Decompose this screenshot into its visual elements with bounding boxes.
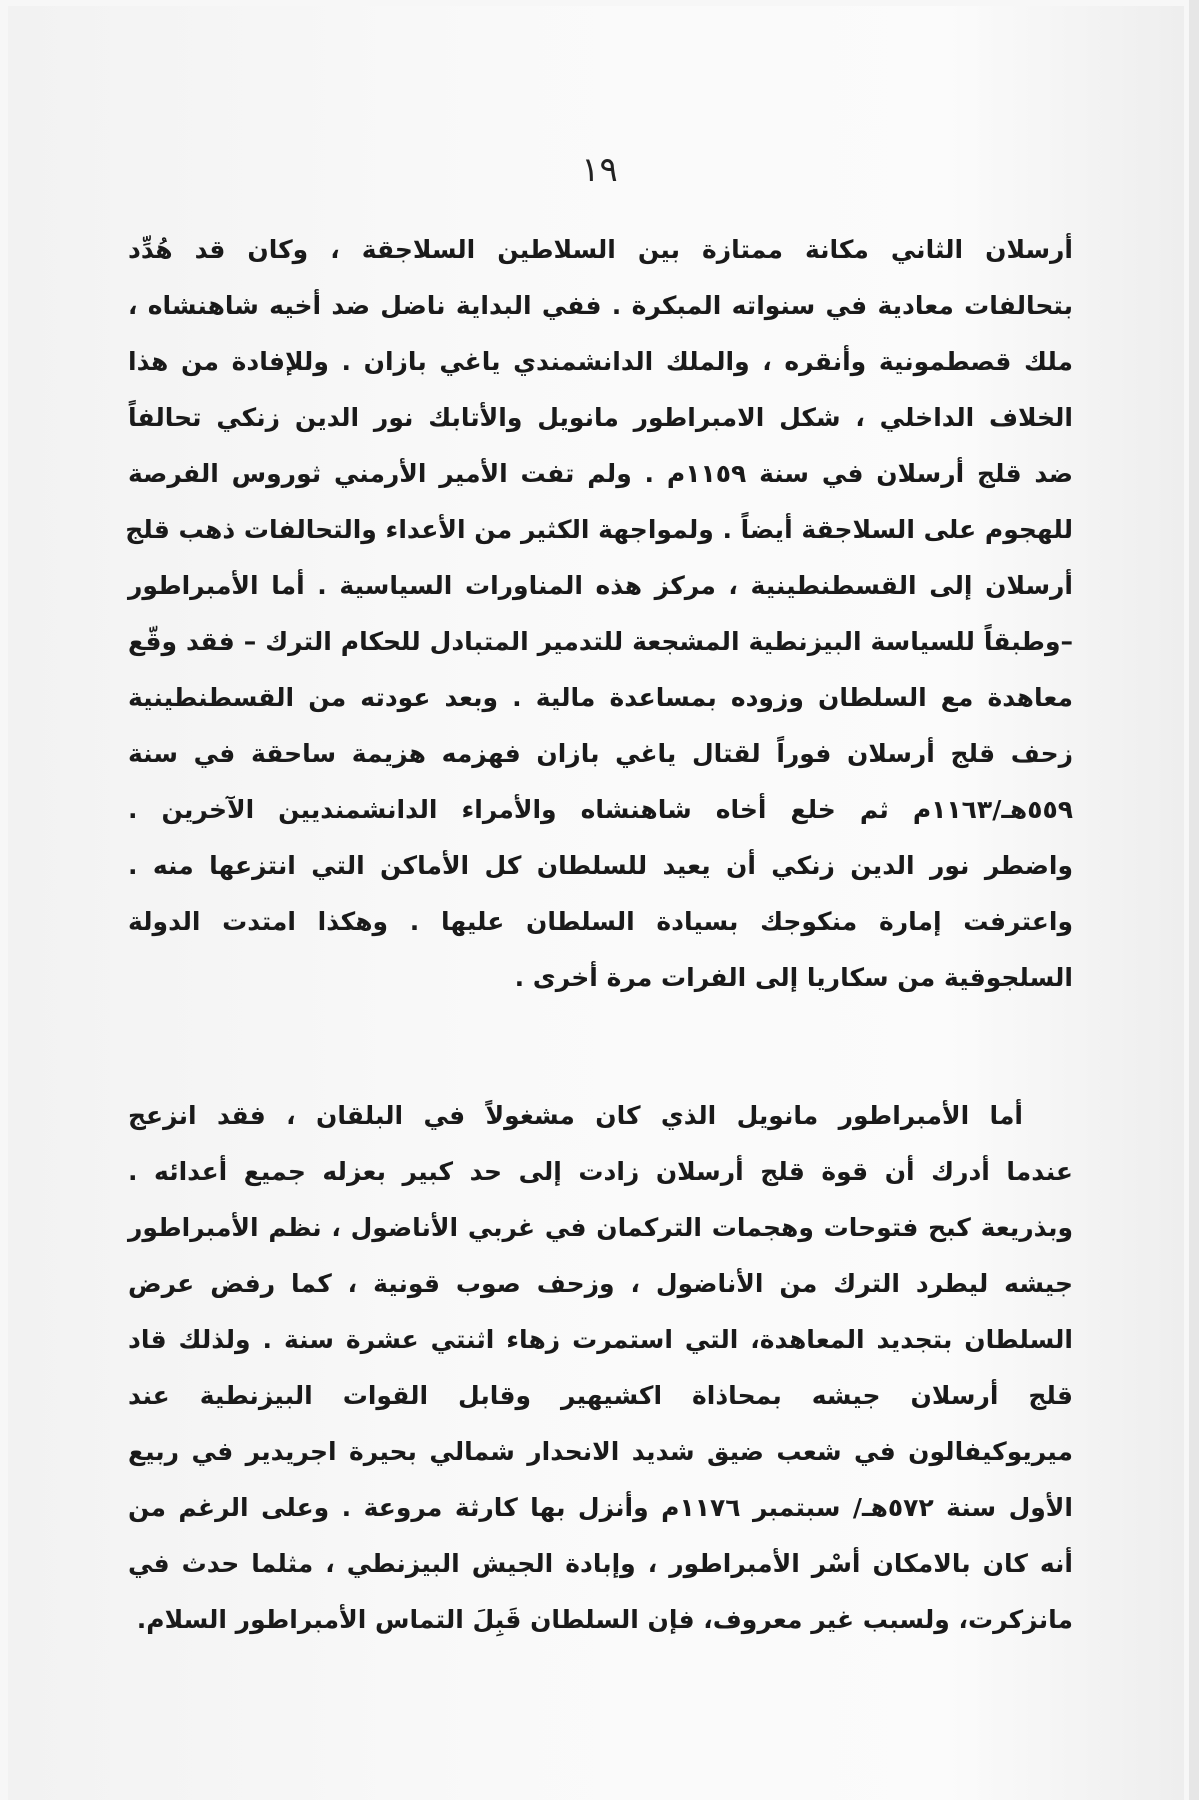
text-line: مانزكرت، ولسبب غير معروف، فإن السلطان قَبِلَ التماس الأمبراطور السلام. xyxy=(136,1605,1073,1634)
text-line: عندما أدرك أن قوة قلج أرسلان زادت إلى حد كبير بعزله جميع أعدائه . xyxy=(128,1157,1073,1186)
page-number: ١٩ xyxy=(581,150,618,190)
text-line: زحف قلج أرسلان فوراً لقتال ياغي بازان فهزمه هزيمة ساحقة في سنة xyxy=(128,739,1073,768)
text-line: للهجوم على السلاجقة أيضاً . ولمواجهة الكثير من الأعداء والتحالفات ذهب قلج xyxy=(125,515,1073,544)
text-line: أنه كان بالامكان أسْر الأمبراطور ، وإبادة الجيش البيزنطي ، مثلما حدث في xyxy=(128,1549,1073,1578)
text-line: الخلاف الداخلي ، شكل الامبراطور مانويل والأتابك نور الدين زنكي تحالفاً xyxy=(128,403,1073,432)
text-line: ملك قصطمونية وأنقره ، والملك الدانشمندي ياغي بازان . وللإفادة من هذا xyxy=(128,347,1073,376)
paragraph-1 xyxy=(125,222,1073,1006)
text-line: السلجوقية من سكاريا إلى الفرات مرة أخرى . xyxy=(514,963,1073,992)
text-line: أرسلان الثاني مكانة ممتازة بين السلاطين السلاجقة ، وكان قد هُدِّد xyxy=(128,235,1073,264)
text-line: السلطان بتجديد المعاهدة، التي استمرت زهاء اثنتي عشرة سنة . ولذلك قاد xyxy=(128,1325,1073,1354)
text-line: واضطر نور الدين زنكي أن يعيد للسلطان كل الأماكن التي انتزعها منه . xyxy=(128,851,1073,880)
page-edge xyxy=(1189,0,1199,1800)
text-line: جيشه ليطرد الترك من الأناضول ، وزحف صوب قونية ، كما رفض عرض xyxy=(128,1269,1073,1298)
paragraph-2 xyxy=(128,1088,1073,1648)
text-line: وبذريعة كبح فتوحات وهجمات التركمان في غربي الأناضول ، نظم الأمبراطور xyxy=(128,1213,1073,1242)
text-line: معاهدة مع السلطان وزوده بمساعدة مالية . وبعد عودته من القسطنطينية xyxy=(128,683,1073,712)
text-line: قلج أرسلان جيشه بمحاذاة اكشيهير وقابل القوات البيزنطية عند xyxy=(128,1381,1073,1410)
text-line: بتحالفات معادية في سنواته المبكرة . ففي البداية ناضل ضد أخيه شاهنشاه ، xyxy=(128,291,1073,320)
text-line: ٥٥٩هـ/١١٦٣م ثم خلع أخاه شاهنشاه والأمراء الدانشمنديين الآخرين . xyxy=(128,795,1073,824)
text-line: أرسلان إلى القسطنطينية ، مركز هذه المناورات السياسية . أما الأمبراطور xyxy=(128,571,1073,600)
text-line: ميريوكيفالون في شعب ضيق شديد الانحدار شمالي بحيرة اجريدير في ربيع xyxy=(128,1437,1073,1466)
text-line: –وطبقاً للسياسة البيزنطية المشجعة للتدمير المتبادل للحكام الترك – فقد وقّع xyxy=(128,627,1073,656)
text-line: ضد قلج أرسلان في سنة ١١٥٩م . ولم تفت الأمير الأرمني ثوروس الفرصة xyxy=(128,459,1073,488)
text-line: الأول سنة ٥٧٢هـ/ سبتمبر ١١٧٦م وأنزل بها كارثة مروعة . وعلى الرغم من xyxy=(128,1493,1073,1522)
text-line: واعترفت إمارة منكوجك بسيادة السلطان عليها . وهكذا امتدت الدولة xyxy=(128,907,1073,936)
text-line: أما الأمبراطور مانويل الذي كان مشغولاً في البلقان ، فقد انزعج xyxy=(128,1101,1023,1130)
